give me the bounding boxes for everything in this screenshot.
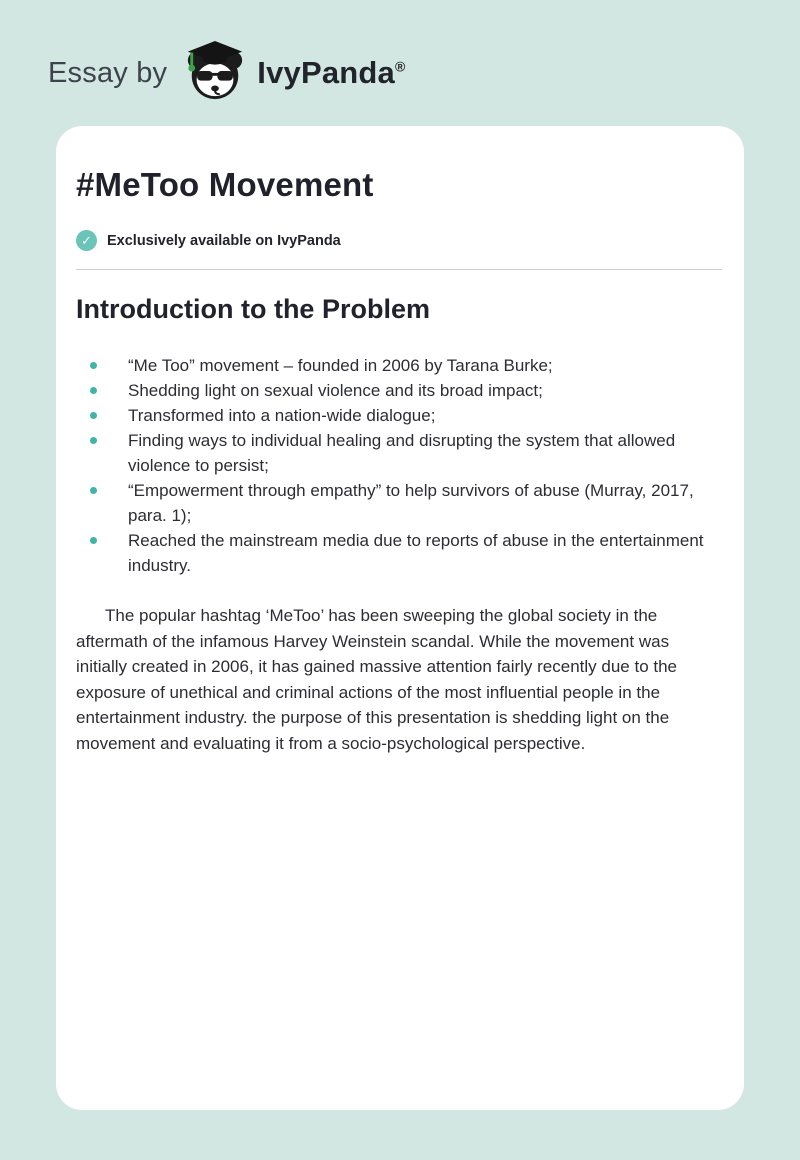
list-item-text: Transformed into a nation-wide dialogue; [128, 406, 436, 425]
list-item-text: Shedding light on sexual violence and its broad impact; [128, 381, 543, 400]
registered-mark: ® [395, 58, 406, 75]
list-item [76, 528, 722, 578]
bullet-icon [90, 437, 97, 444]
bullet-icon [90, 412, 97, 419]
essay-by-label: Essay by [48, 56, 168, 89]
panda-graduate-icon [183, 39, 247, 101]
header [0, 0, 800, 104]
exclusive-badge-label: Exclusively available on IvyPanda [107, 232, 341, 249]
bullet-icon [90, 362, 97, 369]
brand-text: IvyPanda [257, 55, 395, 90]
divider [76, 269, 722, 270]
bullet-icon [90, 387, 97, 394]
list-item [76, 378, 722, 403]
list-item [76, 353, 722, 378]
intro-paragraph: The popular hashtag ‘MeToo’ has been sweeping the global society in the aftermath of the infamous Harvey Weinstein scandal. While the movement was initially created in 2006, it has gained massive attention fairly recently due to the exposure of unethical and criminal actions of the most influential people in the entertainment industry. the purpose of this presentation is shedding light on the movement and evaluating it from a socio-psychological perspective. [76, 606, 678, 753]
list-item [76, 403, 722, 428]
bullet-icon [90, 487, 97, 494]
page-title: #MeToo Movement [76, 166, 374, 203]
check-circle-icon: ✓ [76, 230, 97, 251]
list-item [76, 428, 722, 478]
content-card [56, 126, 744, 1110]
section-heading: Introduction to the Problem [76, 294, 430, 324]
list-item-text: Finding ways to individual healing and disrupting the system that allowed violence to persist; [128, 431, 676, 475]
list-item-text: “Me Too” movement – founded in 2006 by Tarana Burke; [128, 356, 553, 375]
exclusive-badge [76, 230, 722, 251]
brand-name [257, 55, 405, 91]
list-item-text: “Empowerment through empathy” to help survivors of abuse (Murray, 2017, para. 1); [128, 481, 694, 525]
list-item-text: Reached the mainstream media due to reports of abuse in the entertainment industry. [128, 531, 704, 575]
bullet-list [76, 353, 722, 578]
bullet-icon [90, 537, 97, 544]
list-item [76, 478, 722, 528]
